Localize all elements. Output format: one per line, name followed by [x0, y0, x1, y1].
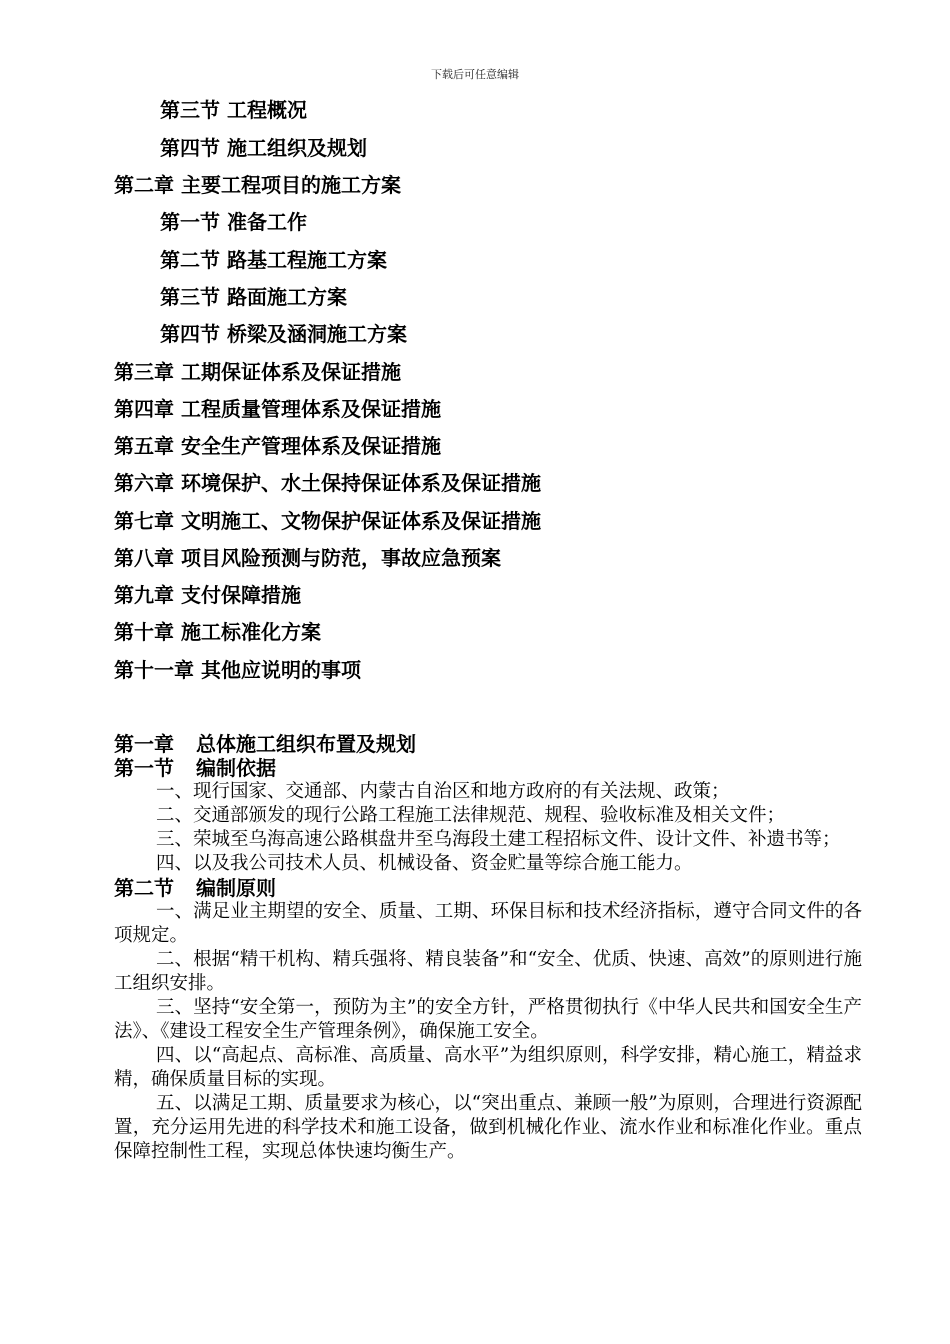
chapter-heading: [114, 732, 862, 756]
toc-item[interactable]: 第八章 项目风险预测与防范，事故应急预案: [114, 546, 501, 570]
section-number: 第一节: [114, 756, 174, 780]
paragraph: 五、以满足工期、质量要求为核心，以“突出重点、兼顾一般”为原则，合理进行资源配置，充分运用先进的科学技术和施工设备，做到机械化作业、流水作业和标准化作业。重点保障控制性工程，实现总体快速均衡生产。: [114, 1093, 862, 1162]
toc-item[interactable]: 第三节 工程概况: [160, 98, 307, 122]
toc-item[interactable]: 第四节 施工组织及规划: [160, 136, 367, 160]
chapter-number: 第一章: [114, 732, 174, 756]
toc-item[interactable]: 第二章 主要工程项目的施工方案: [114, 173, 401, 197]
paragraph: 四、以及我公司技术人员、机械设备、资金贮量等综合施工能力。: [156, 853, 693, 874]
section-title: 编制原则: [196, 876, 276, 900]
toc-item[interactable]: 第三节 路面施工方案: [160, 285, 347, 309]
paragraph: 一、满足业主期望的安全、质量、工期、环保目标和技术经济指标，遵守合同文件的各项规定。: [114, 901, 862, 946]
paragraph: 三、荣城至乌海高速公路棋盘井至乌海段土建工程招标文件、设计文件、补遗书等；: [156, 829, 841, 850]
toc-item[interactable]: 第七章 文明施工、文物保护保证体系及保证措施: [114, 509, 541, 533]
document-body: [114, 732, 862, 1164]
toc-item[interactable]: 第五章 安全生产管理体系及保证措施: [114, 434, 441, 458]
toc-item[interactable]: 第四节 桥梁及涵洞施工方案: [160, 322, 407, 346]
chapter-title: 总体施工组织布置及规划: [196, 732, 416, 756]
paragraph: 四、以“高起点、高标准、高质量、高水平”为组织原则，科学安排，精心施工，精益求精，确保质量目标的实现。: [114, 1045, 862, 1090]
section-heading: [114, 876, 862, 900]
toc-item[interactable]: 第十章 施工标准化方案: [114, 620, 321, 644]
paragraph: 三、坚持“安全第一，预防为主”的安全方针，严格贯彻执行《中华人民共和国安全生产法》、《建设工程安全生产管理条例》，确保施工安全。: [114, 997, 862, 1042]
section-title: 编制依据: [196, 756, 276, 780]
toc-item[interactable]: 第十一章 其他应说明的事项: [114, 658, 361, 682]
toc-item[interactable]: 第一节 准备工作: [160, 210, 307, 234]
toc-item[interactable]: 第三章 工期保证体系及保证措施: [114, 360, 401, 384]
toc-item[interactable]: 第九章 支付保障措施: [114, 583, 301, 607]
page-header-note: 下载后可任意编辑: [431, 68, 519, 81]
paragraph: 二、交通部颁发的现行公路工程施工法律规范、规程、验收标准及相关文件；: [156, 805, 786, 826]
paragraph: 一、现行国家、交通部、内蒙古自治区和地方政府的有关法规、政策；: [156, 781, 730, 802]
toc-item[interactable]: 第四章 工程质量管理体系及保证措施: [114, 397, 441, 421]
paragraph: 二、根据“精干机构、精兵强将、精良装备”和“安全、优质、快速、高效”的原则进行施工组织安排。: [114, 949, 862, 994]
toc-item[interactable]: 第六章 环境保护、水土保持保证体系及保证措施: [114, 471, 541, 495]
toc-item[interactable]: 第二节 路基工程施工方案: [160, 248, 387, 272]
section-heading: [114, 756, 862, 780]
section-number: 第二节: [114, 876, 174, 900]
